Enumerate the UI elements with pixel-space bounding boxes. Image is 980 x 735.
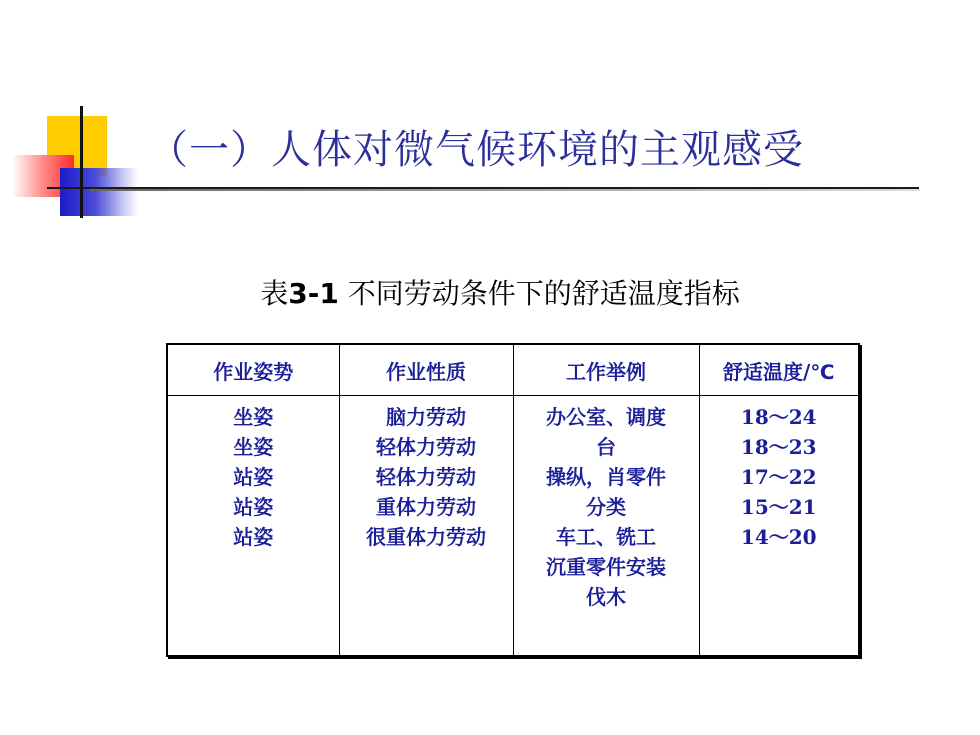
header-comfort-temperature: 舒适温度/℃ [699,344,859,396]
posture-item: 坐姿 [233,405,274,429]
header-work-nature: 作业性质 [339,344,513,396]
posture-item: 坐姿 [233,435,274,459]
work-example-line: 伐木 [586,585,626,609]
work-example-line: 车工、铣工 [556,525,656,549]
posture-item: 站姿 [233,465,274,489]
work-example-line: 沉重零件安装 [546,555,666,579]
table-row [167,396,859,657]
cell-work-examples [513,396,699,657]
cell-work-nature [339,396,513,657]
temperature-range: 15～21 [740,495,817,519]
table-header-row [167,344,859,396]
work-example-line: 办公室、调度 [546,405,666,429]
posture-item: 站姿 [233,525,274,549]
work-nature-item: 脑力劳动 [386,405,466,429]
work-nature-item: 很重体力劳动 [366,525,486,549]
work-nature-item: 重体力劳动 [376,495,476,519]
cell-postures [167,396,339,657]
decor-vertical-line [80,106,83,218]
temperature-range: 18～24 [740,405,817,429]
table-caption-prefix: 表 [260,277,289,310]
work-example-line: 分类 [586,495,626,519]
table-caption-number: 3-1 [288,277,339,310]
title-underline-shadow [90,189,920,191]
page-title: （一）人体对微气候环境的主观感受 [148,127,804,173]
posture-item: 站姿 [233,495,274,519]
temperature-range: 17～22 [740,465,817,489]
header-posture: 作业姿势 [167,344,339,396]
decor-blue-gradient-square [60,168,138,216]
header-work-examples: 工作举例 [513,344,699,396]
comfort-temperature-table [166,343,860,657]
temperature-range: 14～20 [740,525,817,549]
temperature-range: 18～23 [740,435,817,459]
table-caption [0,272,980,312]
table-caption-text: 不同劳动条件下的舒适温度指标 [338,277,740,310]
cell-comfort-temperatures [699,396,859,657]
work-example-line: 台 [596,435,616,459]
work-nature-item: 轻体力劳动 [376,465,476,489]
work-example-line: 操纵，肖零件 [546,465,666,489]
work-nature-item: 轻体力劳动 [376,435,476,459]
